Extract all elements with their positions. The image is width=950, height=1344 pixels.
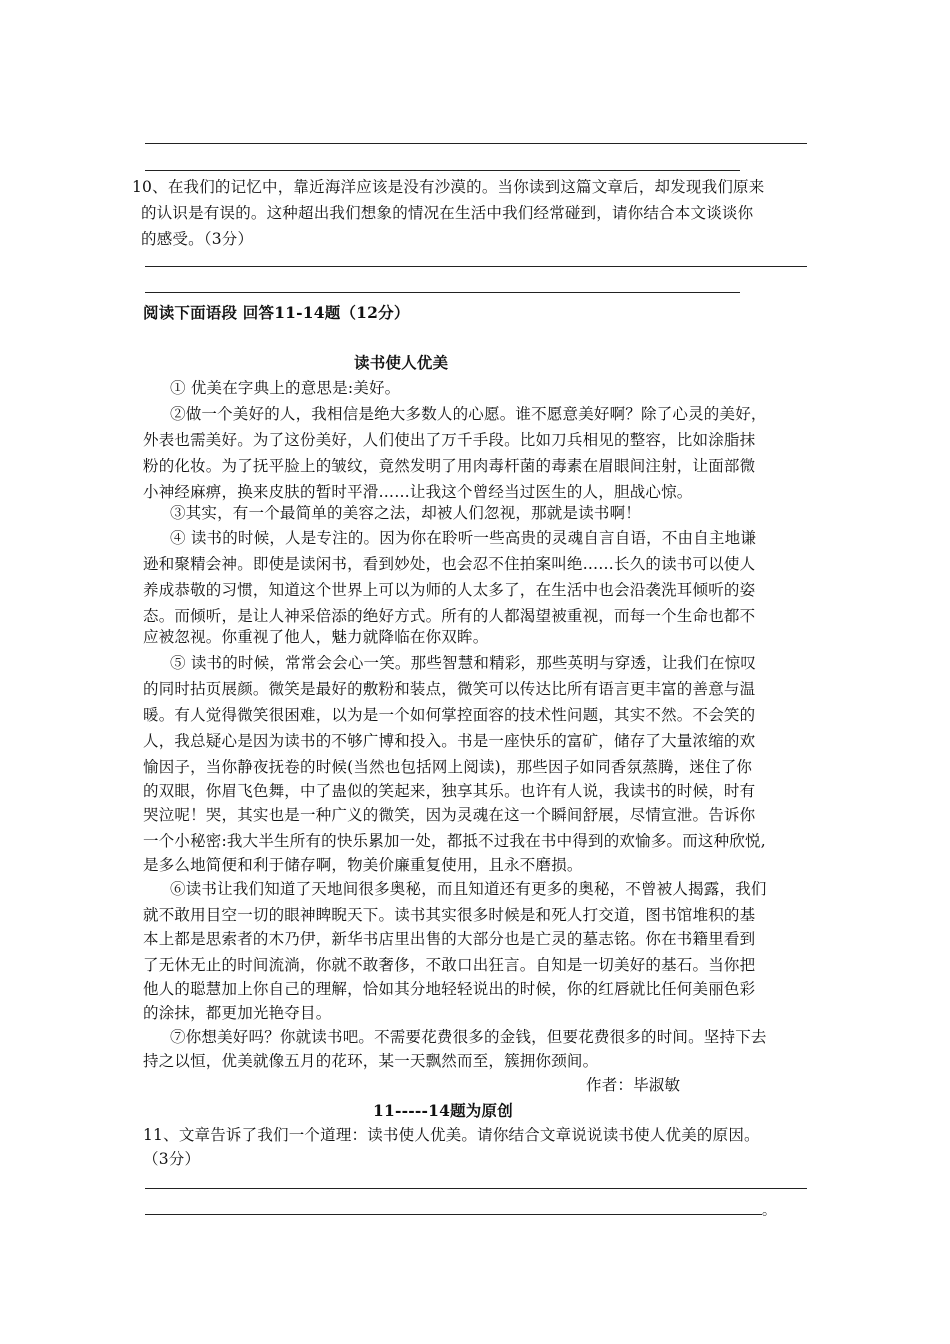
- answer-line: [145, 292, 740, 293]
- article-line: ⑤ 读书的时候，常常会会心一笑。那些智慧和精彩，那些英明与穿透，让我们在惊叹: [170, 654, 757, 672]
- answer-line: [145, 266, 807, 267]
- article-line: 小神经麻痹，换来皮肤的暂时平滑……让我这个曾经当过医生的人，胆战心惊。: [143, 483, 693, 501]
- article-line: 态。而倾听，是让人神采倍添的绝好方式。所有的人都渴望被重视，而每一个生命也都不: [143, 607, 756, 625]
- article-line: 了无休无止的时间流淌，你就不敢奢侈，不敢口出狂言。自知是一切美好的基石。当你把: [143, 956, 756, 974]
- article-line: 暖。有人觉得微笑很困难，以为是一个如何掌控面容的技术性问题，其实不然。不会笑的: [143, 706, 756, 724]
- article-line: 持之以恒，优美就像五月的花环，某一天飘然而至，簇拥你颈间。: [143, 1052, 599, 1070]
- article-line: 粉的化妆。为了抚平脸上的皱纹，竟然发明了用肉毒杆菌的毒素在眉眼间注射，让面部微: [143, 457, 756, 475]
- article-line: 逊和聚精会神。即使是读闲书，看到妙处，也会忍不住拍案叫绝……长久的读书可以使人: [143, 555, 756, 573]
- q11-line-1: 11、文章告诉了我们一个道理：读书使人优美。请你结合文章说说读书使人优美的原因。: [143, 1126, 760, 1144]
- article-line: 是多么地简便和利于储存啊，物美价廉重复使用，且永不磨损。: [143, 856, 583, 874]
- article-line: 愉因子，当你静夜抚卷的时候(当然也包括网上阅读)，那些因子如同香氛蒸腾，迷住了你: [143, 758, 753, 776]
- article-line: 就不敢用目空一切的眼神睥睨天下。读书其实很多时候是和死人打交道，图书馆堆积的基: [143, 906, 756, 924]
- article-line: 的双眼，你眉飞色舞，中了蛊似的笑起来，独享其乐。也许有人说，我读书的时候，时有: [143, 782, 756, 800]
- q10-line-1: 10、在我们的记忆中，靠近海洋应该是没有沙漠的。当你读到这篇文章后，却发现我们原来: [132, 178, 765, 196]
- article-author: 作者：毕淑敏: [586, 1076, 681, 1094]
- answer-line: [145, 1188, 807, 1189]
- q11-line-2: （3分）: [143, 1150, 201, 1168]
- article-line: 养成恭敬的习惯，知道这个世界上可以为师的人太多了，在生活中也会沿袭洗耳倾听的姿: [143, 581, 756, 599]
- section-heading: 阅读下面语段 回答11-14题（12分）: [143, 303, 410, 322]
- article-line: ⑦你想美好吗？你就读书吧。不需要花费很多的金钱，但要花费很多的时间。坚持下去: [170, 1028, 767, 1046]
- article-line: ⑥读书让我们知道了天地间很多奥秘，而且知道还有更多的奥秘，不曾被人揭露，我们: [170, 880, 767, 898]
- article-line: 哭泣呢！哭，其实也是一种广义的微笑，因为灵魂在这一个瞬间舒展，尽情宣泄。告诉你: [143, 806, 756, 824]
- article-line: 一个小秘密:我大半生所有的快乐累加一处，都抵不过我在书中得到的欢愉多。而这种欣悦,: [143, 832, 766, 850]
- article-title: 读书使人优美: [354, 353, 449, 372]
- article-line: 他人的聪慧加上你自己的理解，恰如其分地轻轻说出的时候，你的红唇就比任何美丽色彩: [143, 980, 756, 998]
- article-line: ① 优美在字典上的意思是:美好。: [170, 379, 401, 397]
- answer-line: [145, 1214, 762, 1215]
- article-line: 外表也需美好。为了这份美好，人们使出了万千手段。比如刀兵相见的整容，比如涂脂抹: [143, 431, 756, 449]
- article-line: 本上都是思索者的木乃伊，新华书店里出售的大部分也是亡灵的墓志铭。你在书籍里看到: [143, 930, 756, 948]
- article-line: 的涂抹，都更加光艳夺目。: [143, 1004, 332, 1022]
- original-note: 11-----14题为原创: [373, 1101, 513, 1120]
- answer-line: [145, 170, 740, 171]
- article-line: ②做一个美好的人，我相信是绝大多数人的心愿。谁不愿意美好啊？除了心灵的美好，: [170, 405, 767, 423]
- article-line: ③其实，有一个最简单的美容之法，却被人们忽视，那就是读书啊！: [170, 504, 642, 522]
- q11-end-mark: 。: [762, 1203, 776, 1219]
- article-line: ④ 读书的时候，人是专注的。因为你在聆听一些高贵的灵魂自言自语，不由自主地谦: [170, 529, 757, 547]
- article-line: 应被忽视。你重视了他人，魅力就降临在你双眸。: [143, 628, 489, 646]
- answer-line: [145, 143, 807, 144]
- q10-line-2: 的认识是有误的。这种超出我们想象的情况在生活中我们经常碰到，请你结合本文谈谈你: [141, 204, 754, 222]
- article-line: 的同时拈页展颜。微笑是最好的敷粉和装点，微笑可以传达比所有语言更丰富的善意与温: [143, 680, 756, 698]
- q10-line-3: 的感受。（3分）: [141, 230, 254, 248]
- article-line: 人，我总疑心是因为读书的不够广博和投入。书是一座快乐的富矿，储存了大量浓缩的欢: [143, 732, 756, 750]
